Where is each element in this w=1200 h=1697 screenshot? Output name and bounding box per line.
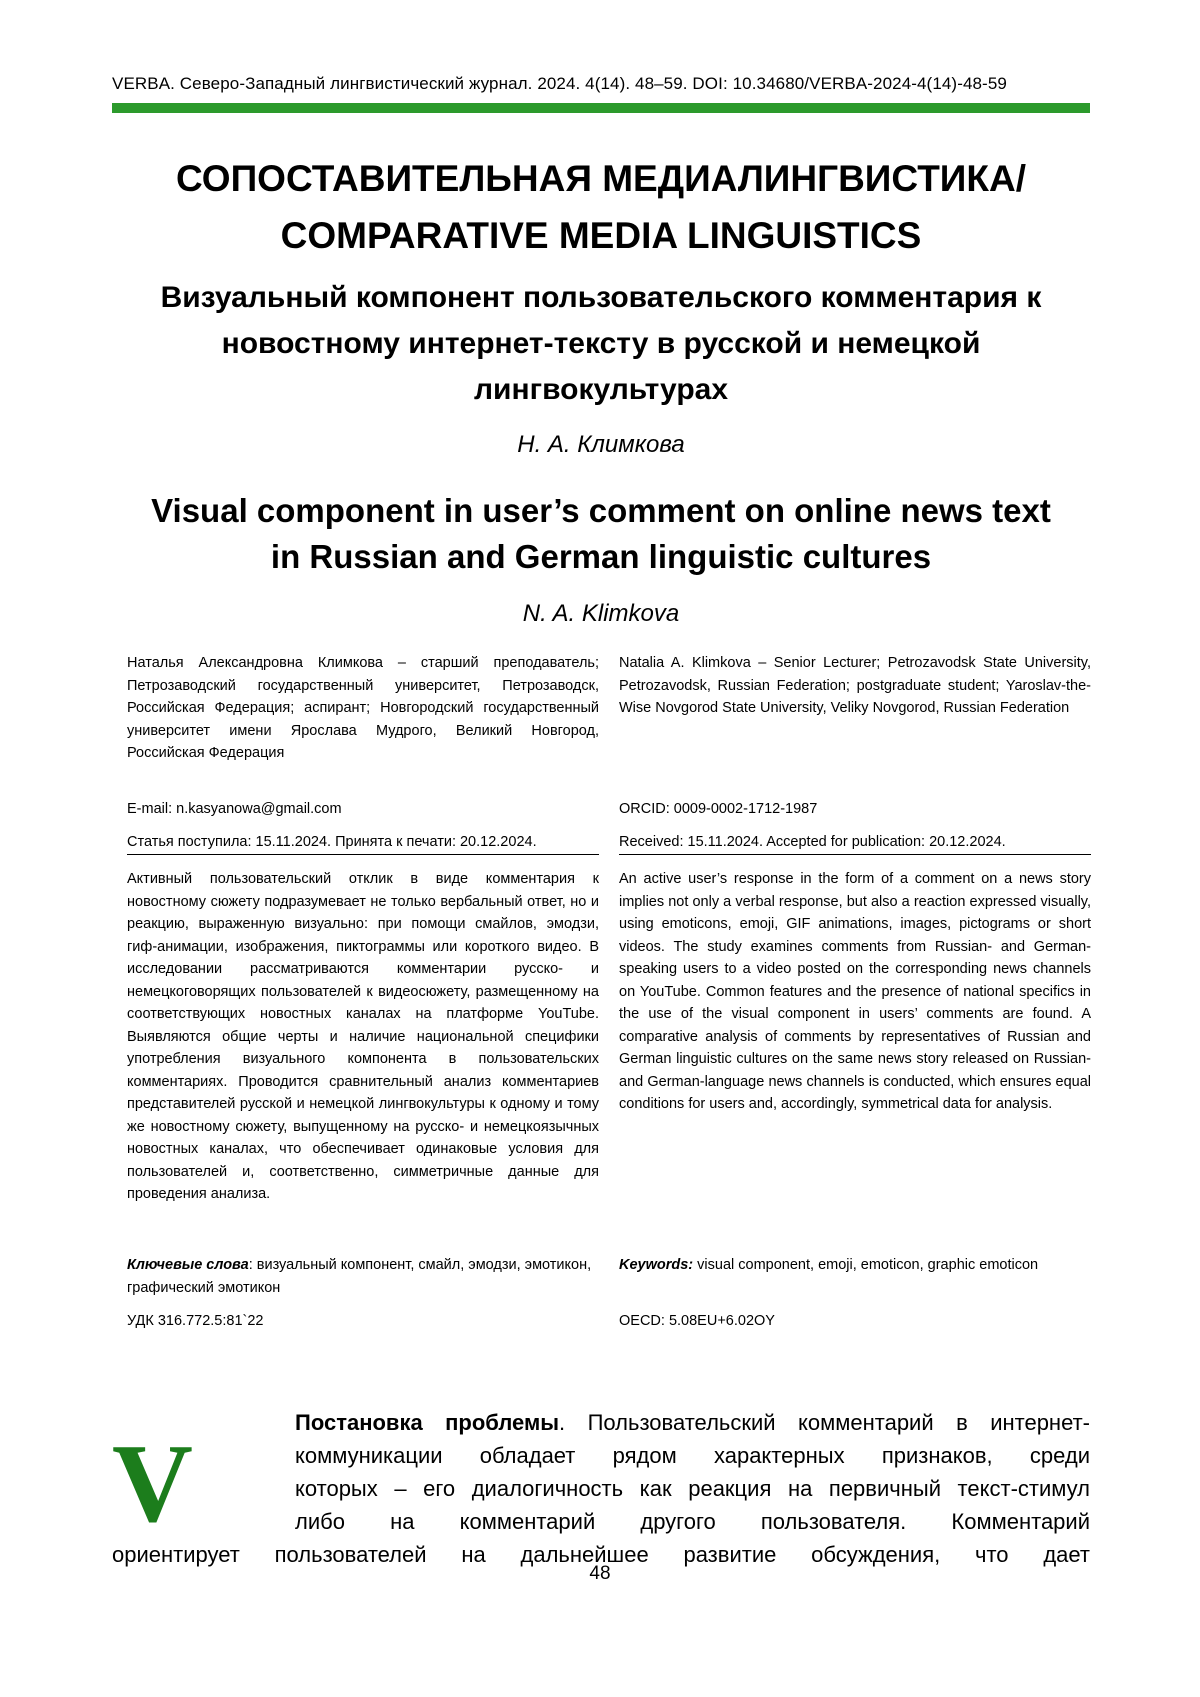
keywords-label-en: Keywords: xyxy=(619,1257,694,1273)
abstract-ru: Активный пользовательский отклик в виде комментария к новостному сюжету подразумевает не только вербальный ответ, но и реакцию, выраженную визуально: при помощи смайлов, эмодзи, гиф-анимации, изображения, пиктограммы или короткого видео. В исследовании рассматриваются комментарии русско- и немецкоговорящих пользователей к видеосюжету, размещенному на соответствующих новостных каналах на платформе YouTube. Выявляются общие черты и наличие национальной специфики употребления визуального компонента в пользовательских комментариях. Проводится сравнительный анализ комментариев представителей русской и немецкой лингвокультуры к одному и тому же новостному сюжету, выпущенному на русско- и немецкоязычных новостных каналах, что обеспечивает одинаковые условия для пользователей и, соответственно, симметричные данные для проведения анализа. xyxy=(127,871,599,1202)
oecd: OECD: 5.08EU+6.02OY xyxy=(619,1313,775,1329)
email-ru: E-mail: n.kasyanowa@gmail.com xyxy=(127,801,342,817)
section-title xyxy=(112,150,1090,264)
intro-line-1-text: . Пользовательский комментарий в интернет- xyxy=(559,1410,1090,1435)
intro-line-3: которых – его диалогичность как реакция на первичный текст-стимул xyxy=(295,1476,1090,1501)
article-title-ru-line3: лингвокультурах xyxy=(473,373,729,406)
dates-ru: Статья поступила: 15.11.2024. Принята к печати: 20.12.2024. xyxy=(127,831,599,855)
article-title-en-line1: Visual component in user’s comment on online news text xyxy=(151,492,1051,529)
udk: УДК 316.772.5:81`22 xyxy=(127,1313,264,1329)
keywords-ru xyxy=(127,1254,599,1299)
affiliation-en: Natalia A. Klimkova – Senior Lecturer; Petrozavodsk State University, Petrozavodsk, Russian Federation; postgraduate student; Yaroslav-the-Wise Novgorod State University, Veliky Novgorod, Russian Federation xyxy=(619,655,1091,716)
drop-cap: V xyxy=(112,1422,193,1546)
intro-line-5: ориентирует пользователей на дальнейшее развитие обсуждения, что дает xyxy=(112,1542,1090,1567)
abstract-en: An active user’s response in the form of a comment on a news story implies not only a verbal response, but also a reaction expressed visually, using emoticons, emoji, GIF animations, images, pictograms or short videos. The study examines comments from Russian- and German-speaking users to a video posted on the corresponding news channels on YouTube. Common features and the presence of national specifics in the use of the visual component in users’ comments are found. A comparative analysis of comments by representatives of Russian and German linguistic cultures on the same news story released on Russian- and German-language news channels is conducted, which ensures equal conditions for users and, accordingly, symmetrical data for analysis. xyxy=(619,871,1091,1112)
intro-heading: Постановка проблемы xyxy=(295,1410,560,1435)
intro-line-2: коммуникации обладает рядом характерных признаков, среди xyxy=(295,1443,1090,1468)
intro-line-4: либо на комментарий другого пользователя. Комментарий xyxy=(295,1509,1090,1534)
affiliation-ru: Наталья Александровна Климкова – старший преподаватель; Петрозаводский государственный университет, Петрозаводск, Российская Федерация; аспирант; Новгородский государственный университет имени Ярослава Мудрого, Великий Новгород, Российская Федерация xyxy=(127,655,599,761)
page-number: 48 xyxy=(589,1563,611,1584)
keywords-text-ru: : визуальный компонент, смайл, эмодзи, эмотикон, графический эмотикон xyxy=(127,1257,592,1296)
article-title-ru-line1: Визуальный компонент пользовательского комментария к xyxy=(160,281,1042,314)
running-header: VERBA. Северо-Западный лингвистический журнал. 2024. 4(14). 48–59. DOI: 10.34680/VERBA-2024-4(14)-48-59 xyxy=(112,74,1007,93)
keywords-text-en: visual component, emoji, emoticon, graphic emoticon xyxy=(693,1257,1039,1273)
section-title-ru: СОПОСТАВИТЕЛЬНАЯ МЕДИАЛИНГВИСТИКА/ xyxy=(176,158,1026,199)
dates-en: Received: 15.11.2024. Accepted for publication: 20.12.2024. xyxy=(619,831,1091,855)
keywords-label-ru: Ключевые слова xyxy=(127,1257,249,1273)
author-ru: Н. А. Климкова xyxy=(517,431,685,458)
article-title-en xyxy=(112,488,1090,580)
orcid: ORCID: 0009-0002-1712-1987 xyxy=(619,801,818,817)
section-title-en: COMPARATIVE MEDIA LINGUISTICS xyxy=(280,215,922,256)
author-en: N. A. Klimkova xyxy=(522,600,680,627)
header-rule xyxy=(112,103,1090,113)
intro-line-1 xyxy=(295,1406,1090,1439)
keywords-en xyxy=(619,1254,1091,1277)
article-title-ru xyxy=(112,275,1090,413)
article-title-ru-line2: новостному интернет-тексту в русской и немецкой xyxy=(221,327,981,360)
article-title-en-line2: in Russian and German linguistic cultures xyxy=(270,538,932,575)
intro-paragraph xyxy=(112,1406,1090,1571)
